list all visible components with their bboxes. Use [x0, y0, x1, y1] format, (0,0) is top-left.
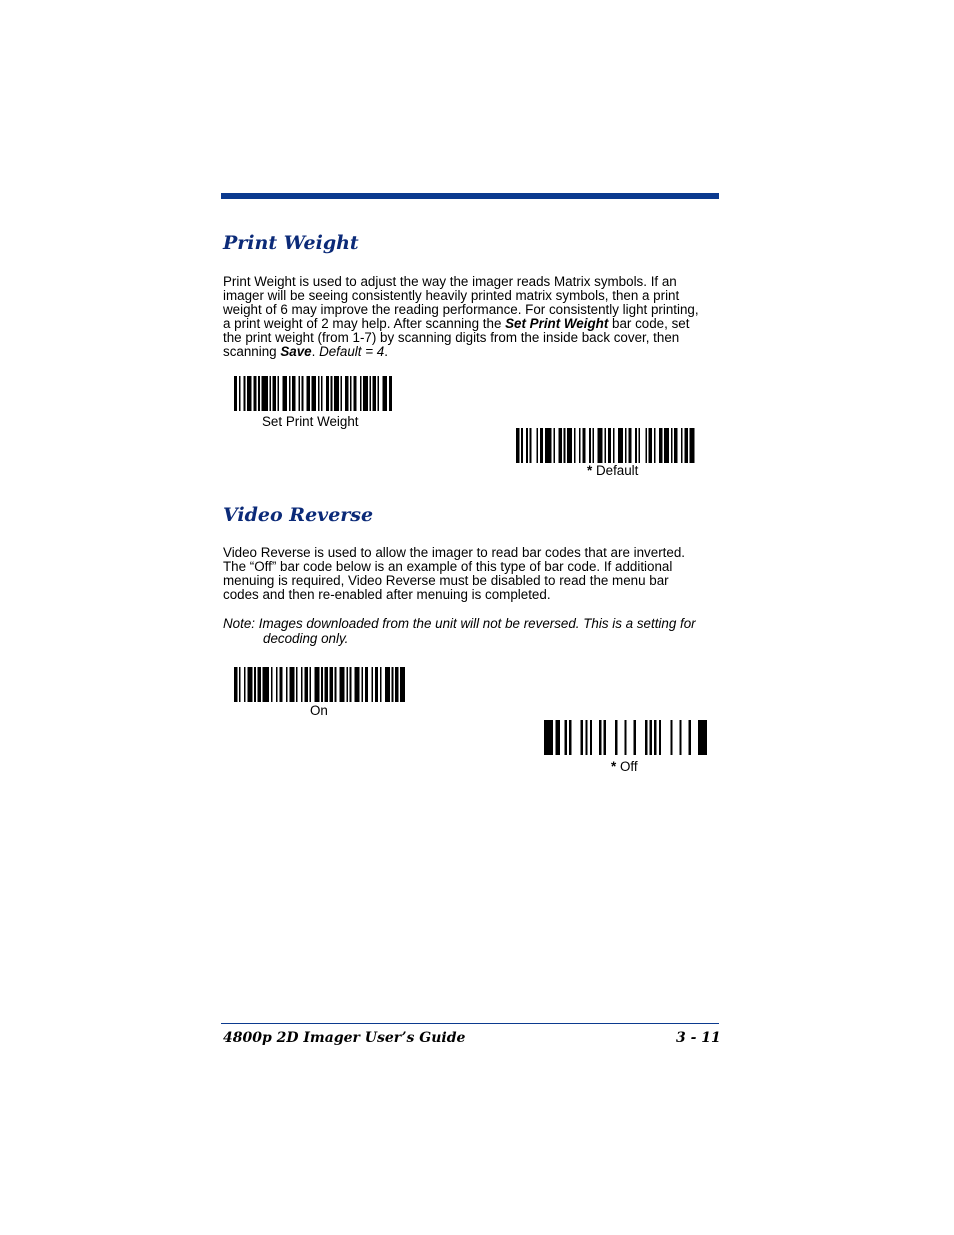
barcode-default-print-weight[interactable]	[516, 428, 698, 463]
note-line: decoding only.	[263, 631, 349, 646]
video-reverse-paragraph	[223, 546, 719, 602]
default-star: *	[587, 463, 593, 478]
paragraph-line: imager will be seeing consistently heavily printed matrix symbols, then a print	[223, 288, 680, 303]
paragraph-line: Print Weight is used to adjust the way the imager reads Matrix symbols. If an	[223, 274, 677, 289]
paragraph-line: weight of 6 may improve the reading performance. For consistently light printing,	[223, 302, 699, 317]
barcode-label-set-print-weight: Set Print Weight	[262, 414, 359, 429]
paragraph-line	[223, 317, 719, 331]
footer-title: 4800p 2D Imager User’s Guide	[223, 1030, 466, 1046]
barcode-video-reverse-on[interactable]	[234, 667, 405, 702]
barcode-video-reverse-off[interactable]	[544, 720, 707, 755]
paragraph-line: The “Off” bar code below is an example of this type of bar code. If additional	[223, 559, 673, 574]
note	[223, 616, 696, 646]
off-star: *	[611, 759, 617, 774]
barcode-label-default	[587, 463, 638, 478]
paragraph-line: Video Reverse is used to allow the imager to read bar codes that are inverted.	[223, 545, 685, 560]
text-run: bar code, set	[608, 316, 690, 331]
emphasis-save: Save	[280, 344, 312, 359]
off-label: Off	[619, 759, 638, 774]
emphasis-set-print-weight: Set Print Weight	[505, 316, 609, 331]
paragraph-line: menuing is required, Video Reverse must be disabled to read the menu bar	[223, 573, 669, 588]
section-title-print-weight: Print Weight	[223, 232, 359, 254]
paragraph-line: the print weight (from 1-7) by scanning digits from the inside back cover, then	[223, 330, 680, 345]
default-label: Default	[595, 463, 639, 478]
text-run: a print weight of 2 may help. After scanning the	[223, 316, 506, 331]
print-weight-paragraph	[223, 275, 719, 359]
barcode-label-on: On	[310, 703, 328, 718]
text-run: scanning	[223, 344, 281, 359]
note-line: Note: Images downloaded from the unit will not be reversed. This is a setting for	[223, 616, 696, 631]
footer-page-number: 3 - 11	[676, 1030, 721, 1046]
footer-rule	[221, 1023, 719, 1024]
default-value: Default = 4	[319, 344, 385, 359]
text-run: .	[311, 344, 320, 359]
paragraph-line	[223, 345, 719, 359]
header-rule	[221, 193, 719, 199]
paragraph-line: codes and then re-enabled after menuing is completed.	[223, 587, 551, 602]
barcode-label-off	[611, 759, 638, 774]
barcode-set-print-weight[interactable]	[234, 376, 392, 411]
text-run: .	[384, 344, 388, 359]
section-title-video-reverse: Video Reverse	[223, 504, 374, 526]
